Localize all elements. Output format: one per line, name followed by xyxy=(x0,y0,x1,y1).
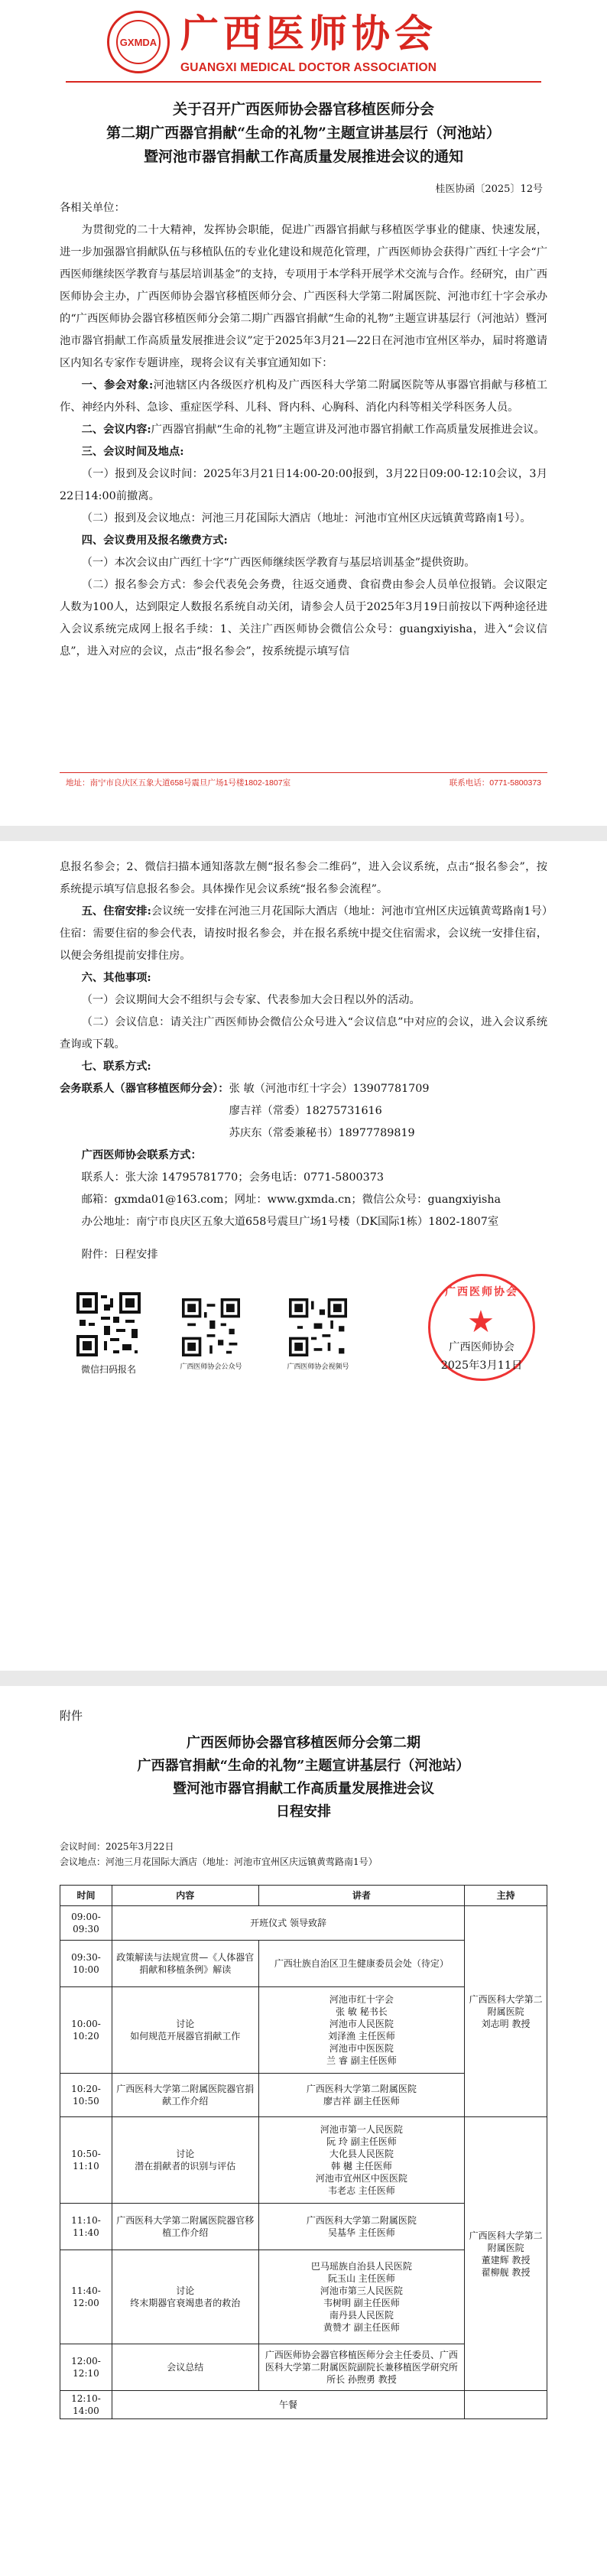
meeting-time: 会议时间：2025年3月22日 xyxy=(60,1841,174,1852)
schedule-host-cell: 广西医科大学第二附属医院 刘志明 教授 xyxy=(465,1906,547,2117)
schedule-content-cell: 午餐 xyxy=(112,2391,464,2419)
contact-person: 张 敏（河池市红十字会）13907781709 xyxy=(229,1083,430,1095)
column-header: 时间 xyxy=(60,1886,112,1906)
registration-qr-label: 微信扫码报名 xyxy=(80,1364,136,1375)
video-account-qr-code[interactable] xyxy=(289,1298,347,1356)
schedule-speaker-cell: 广西医科大学第二附属医院 吴基华 主任医师 xyxy=(258,2204,465,2250)
notice-page-2 xyxy=(0,841,607,1671)
footer-phone: 联系电话：0771-5800373 xyxy=(449,778,541,788)
contact-person: 廖吉祥（常委）18275731616 xyxy=(229,1105,382,1117)
column-header: 主持 xyxy=(465,1886,547,1906)
schedule-content-cell: 讨论 终末期器官衰竭患者的救治 xyxy=(112,2250,258,2344)
association-address: 办公地址：南宁市良庆区五象大道658号震旦广场1号楼（DK国际1栋）1802-1807室 xyxy=(81,1216,499,1228)
schedule-time-cell: 09:00-09:30 xyxy=(60,1906,112,1941)
section-heading-other: 六、其他事项: xyxy=(81,972,151,984)
other-item-2: （二）会议信息：请关注广西医师协会微信公众号进入“会议信息”中对应的会议，进入会议系统查询或下载。 xyxy=(60,1016,547,1051)
meeting-place-text: （二）报到及会议地点：河池三月花国际大酒店（地址：河池市宜州区庆远镇黄莺路南1号）。 xyxy=(81,512,531,525)
footer-divider xyxy=(60,772,547,773)
title-line: 广西医师协会器官移植医师分会第二期 xyxy=(187,1735,420,1751)
title-line: 暨河池市器官捐献工作高质量发展推进会议的通知 xyxy=(143,148,463,165)
schedule-body xyxy=(60,1906,547,2419)
attachment-label: 附件 xyxy=(60,1709,83,1723)
schedule-time-cell: 10:00-10:20 xyxy=(60,1987,112,2074)
footer-address: 地址：南宁市良庆区五象大道658号震旦广场1号楼1802-1807室 xyxy=(66,778,291,788)
schedule-speaker-cell: 河池市第一人民医院 阮 玲 副主任医师 大化县人民医院 韩 樾 主任医师 河池市宜州区中医医院 韦老志 主任医师 xyxy=(258,2117,465,2204)
letterhead-name-en: GUANGXI MEDICAL DOCTOR ASSOCIATION xyxy=(180,61,437,74)
schedule-speaker-cell: 河池市红十字会 张 敏 秘书长 河池市人民医院 刘泽渔 主任医师 河池市中医医院 兰 睿 副主任医师 xyxy=(258,1987,465,2074)
meeting-place: 会议地点：河池三月花国际大酒店（地址：河池市宜州区庆远镇黄莺路南1号） xyxy=(60,1856,378,1867)
schedule-time-cell: 09:30-10:00 xyxy=(60,1941,112,1987)
schedule-host-cell xyxy=(465,2391,547,2419)
schedule-speaker-cell: 广西壮族自治区卫生健康委员会处（待定） xyxy=(258,1941,465,1987)
section-text: 广西器官捐献“生命的礼物”主题宣讲及河池市器官捐献工作高质量发展推进会议。 xyxy=(151,424,545,436)
notice-body-continued xyxy=(60,856,547,1266)
schedule-speaker-cell: 广西医科大学第二附属医院 廖吉祥 副主任医师 xyxy=(258,2074,465,2117)
notice-title xyxy=(46,98,561,169)
association-email: 邮箱：gxmda01@163.com；网址：www.gxmda.cn；微信公众号：guangxiyisha xyxy=(81,1194,502,1206)
schedule-content-cell: 政策解读与法规宣贯—《人体器官捐献和移植条例》解读 xyxy=(112,1941,258,1987)
title-line: 关于召开广西医师协会器官移植医师分会 xyxy=(172,101,434,118)
section-participants xyxy=(60,375,547,419)
qr-code-image xyxy=(182,1298,240,1356)
title-line: 第二期广西器官捐献“生命的礼物”主题宣讲基层行（河池站） xyxy=(106,125,501,141)
meeting-info xyxy=(60,1839,378,1869)
video-account-qr-label: 广西医师协会视频号 xyxy=(287,1363,349,1370)
section-heading: 五、住宿安排: xyxy=(81,905,151,918)
column-header: 讲者 xyxy=(258,1886,465,1906)
section-heading: 一、参会对象: xyxy=(81,379,154,391)
schedule-content-cell: 会议总结 xyxy=(112,2344,258,2391)
signature-date: 2025年3月11日 xyxy=(440,1359,523,1372)
logo-text: GXMDA xyxy=(116,20,161,64)
section-heading-time-place: 三、会议时间及地点: xyxy=(81,446,184,458)
association-contact-person: 联系人：张大涂 14795781770；会务电话：0771-5800373 xyxy=(81,1171,384,1184)
section-accommodation xyxy=(60,901,547,967)
registration-text: （二）报名参会方式：参会代表免会务费，往返交通费、食宿费由参会人员单位报销。会议限定人数为100人，达到限定人数报名系统自动关闭，请参会人员于2025年3月19日前按以下两种途径进入会议系统完成网上报名手续：1、关注广西医师协会微信公众号：guangxiyisha，进入“会议信息”，进入对应的会议，点击“报名参会”，按系统提示填写信 xyxy=(60,579,547,658)
schedule-row xyxy=(60,1906,547,1941)
qr-code-image xyxy=(76,1292,141,1356)
schedule-host-cell: 广西医科大学第二附属医院 董建辉 教授 翟柳舰 教授 xyxy=(465,2117,547,2391)
title-line: 日程安排 xyxy=(276,1804,331,1820)
signature-block xyxy=(413,1338,550,1375)
salutation: 各相关单位： xyxy=(60,202,125,214)
schedule-speaker-cell: 广西医师协会器官移植医师分会主任委员、广西医科大学第二附属医院副院长兼移植医学研究所所长 孙煦勇 教授 xyxy=(258,2344,465,2391)
section-heading-fees: 四、会议费用及报名缴费方式: xyxy=(81,534,228,547)
schedule-row xyxy=(60,2391,547,2419)
letterhead-divider xyxy=(66,81,541,83)
branch-contact-list xyxy=(229,1078,430,1145)
column-header: 内容 xyxy=(112,1886,258,1906)
schedule-time-cell: 10:50-11:10 xyxy=(60,2117,112,2204)
intro-paragraph: 为贯彻党的二十大精神，发挥协会职能，促进广西器官捐献与移植医学事业的健康、快速发展，进一步加强器官捐献队伍与移植队伍的专业化建设和规范化管理，广西医师协会获得广西红十字会“广西医师继续医学教育与基层培训基金”的支持，专项用于本学科开展学术交流与合作。经研究，由广西医师协会主办，广西医师协会器官移植医师分会、广西医科大学第二附属医院、河池市红十字会承办的“广西医师协会器官移植医师分会第二期广西器官捐献“生命的礼物”主题宣讲基层行（河池站）暨河池市器官捐献工作高质量发展推进会议”定于2025年3月21—22日在河池市宜州区举办，届时将邀请区内知名专家作专题讲座，现将会议有关事宜通知如下： xyxy=(60,224,547,369)
schedule-table xyxy=(60,1885,547,2419)
seal-text: 广西医师协会 xyxy=(445,1286,518,1298)
schedule-content-cell: 讨论 如何规范开展器官捐献工作 xyxy=(112,1987,258,2074)
attachment-note: 附件：日程安排 xyxy=(81,1249,158,1261)
schedule-content-cell: 讨论 潜在捐献者的识别与评估 xyxy=(112,2117,258,2204)
schedule-content-cell: 广西医科大学第二附属医院器官捐献工作介绍 xyxy=(112,2074,258,2117)
notice-body xyxy=(60,197,547,663)
schedule-header-row xyxy=(60,1886,547,1906)
section-heading: 二、会议内容: xyxy=(81,424,151,436)
signature-org: 广西医师协会 xyxy=(449,1341,514,1353)
schedule-time-cell: 11:10-11:40 xyxy=(60,2204,112,2250)
schedule-speaker-cell: 巴马瑶族自治县人民医院 阮玉山 主任医师 河池市第三人民医院 韦树明 副主任医师 南丹县人民医院 黄赞才 副主任医师 xyxy=(258,2250,465,2344)
notice-page-1 xyxy=(0,0,607,826)
section-text: 会议统一安排在河池三月花国际大酒店（地址：河池市宜州区庆远镇黄莺路南1号）住宿：需要住宿的参会代表，请按时报名参会，并在报名系统中提交住宿需求，会议统一安排住宿，以便会务组提前安排住房。 xyxy=(60,905,547,962)
schedule-row xyxy=(60,2117,547,2204)
contact-person: 苏庆东（常委兼秘书）18977789819 xyxy=(229,1127,415,1139)
other-item-1: （一）会议期间大会不组织与会专家、代表参加大会日程以外的活动。 xyxy=(81,994,420,1006)
registration-text-continued: 息报名参会；2、微信扫描本通知落款左侧“报名参会二维码”，进入会议系统，点击“报名参会”，按系统提示填写信息报名参会。具体操作见会议系统“报名参会流程”。 xyxy=(60,861,547,895)
schedule-content-cell: 开班仪式 领导致辞 xyxy=(112,1906,464,1941)
section-text: 河池辖区内各级医疗机构及广西医科大学第二附属医院等从事器官捐献与移植工作、神经内外科、急诊、重症医学科、儿科、肾内科、心胸科、消化内科等相关学科医务人员。 xyxy=(60,379,547,414)
section-content xyxy=(60,419,547,441)
title-line: 暨河池市器官捐献工作高质量发展推进会议 xyxy=(173,1781,434,1797)
branch-contacts xyxy=(60,1078,547,1145)
document-reference-number: 桂医协函〔2025〕12号 xyxy=(435,184,543,195)
schedule-time-cell: 11:40-12:00 xyxy=(60,2250,112,2344)
title-line: 广西器官捐献“生命的礼物”主题宣讲基层行（河池站） xyxy=(137,1758,470,1774)
section-heading-contact: 七、联系方式: xyxy=(81,1061,151,1073)
attachment-page xyxy=(0,1686,607,2576)
association-contact-label: 广西医师协会联系方式： xyxy=(81,1149,202,1161)
branch-contact-label: 会务联系人（器官移植医师分会）： xyxy=(60,1083,229,1095)
association-logo xyxy=(107,11,170,73)
letterhead-name: 广西医师协会 xyxy=(180,11,437,56)
wechat-account-qr-code[interactable] xyxy=(182,1298,240,1356)
registration-qr-code[interactable] xyxy=(76,1292,141,1356)
schedule-title xyxy=(46,1732,561,1824)
meeting-time-text: （一）报到及会议时间：2025年3月21日14:00-20:00报到，3月22日09:00-12:10会议，3月22日14:00前撤离。 xyxy=(60,468,547,502)
seal-star-icon: ★ xyxy=(467,1304,495,1340)
wechat-account-qr-label: 广西医师协会公众号 xyxy=(180,1363,242,1370)
schedule-content-cell: 广西医科大学第二附属医院器官移植工作介绍 xyxy=(112,2204,258,2250)
schedule-time-cell: 12:10-14:00 xyxy=(60,2391,112,2419)
funding-text: （一）本次会议由广西红十字“广西医师继续医学教育与基层培训基金”提供资助。 xyxy=(81,557,476,569)
page-footer xyxy=(66,777,541,788)
qr-code-image xyxy=(289,1298,347,1356)
schedule-time-cell: 12:00-12:10 xyxy=(60,2344,112,2391)
schedule-time-cell: 10:20-10:50 xyxy=(60,2074,112,2117)
